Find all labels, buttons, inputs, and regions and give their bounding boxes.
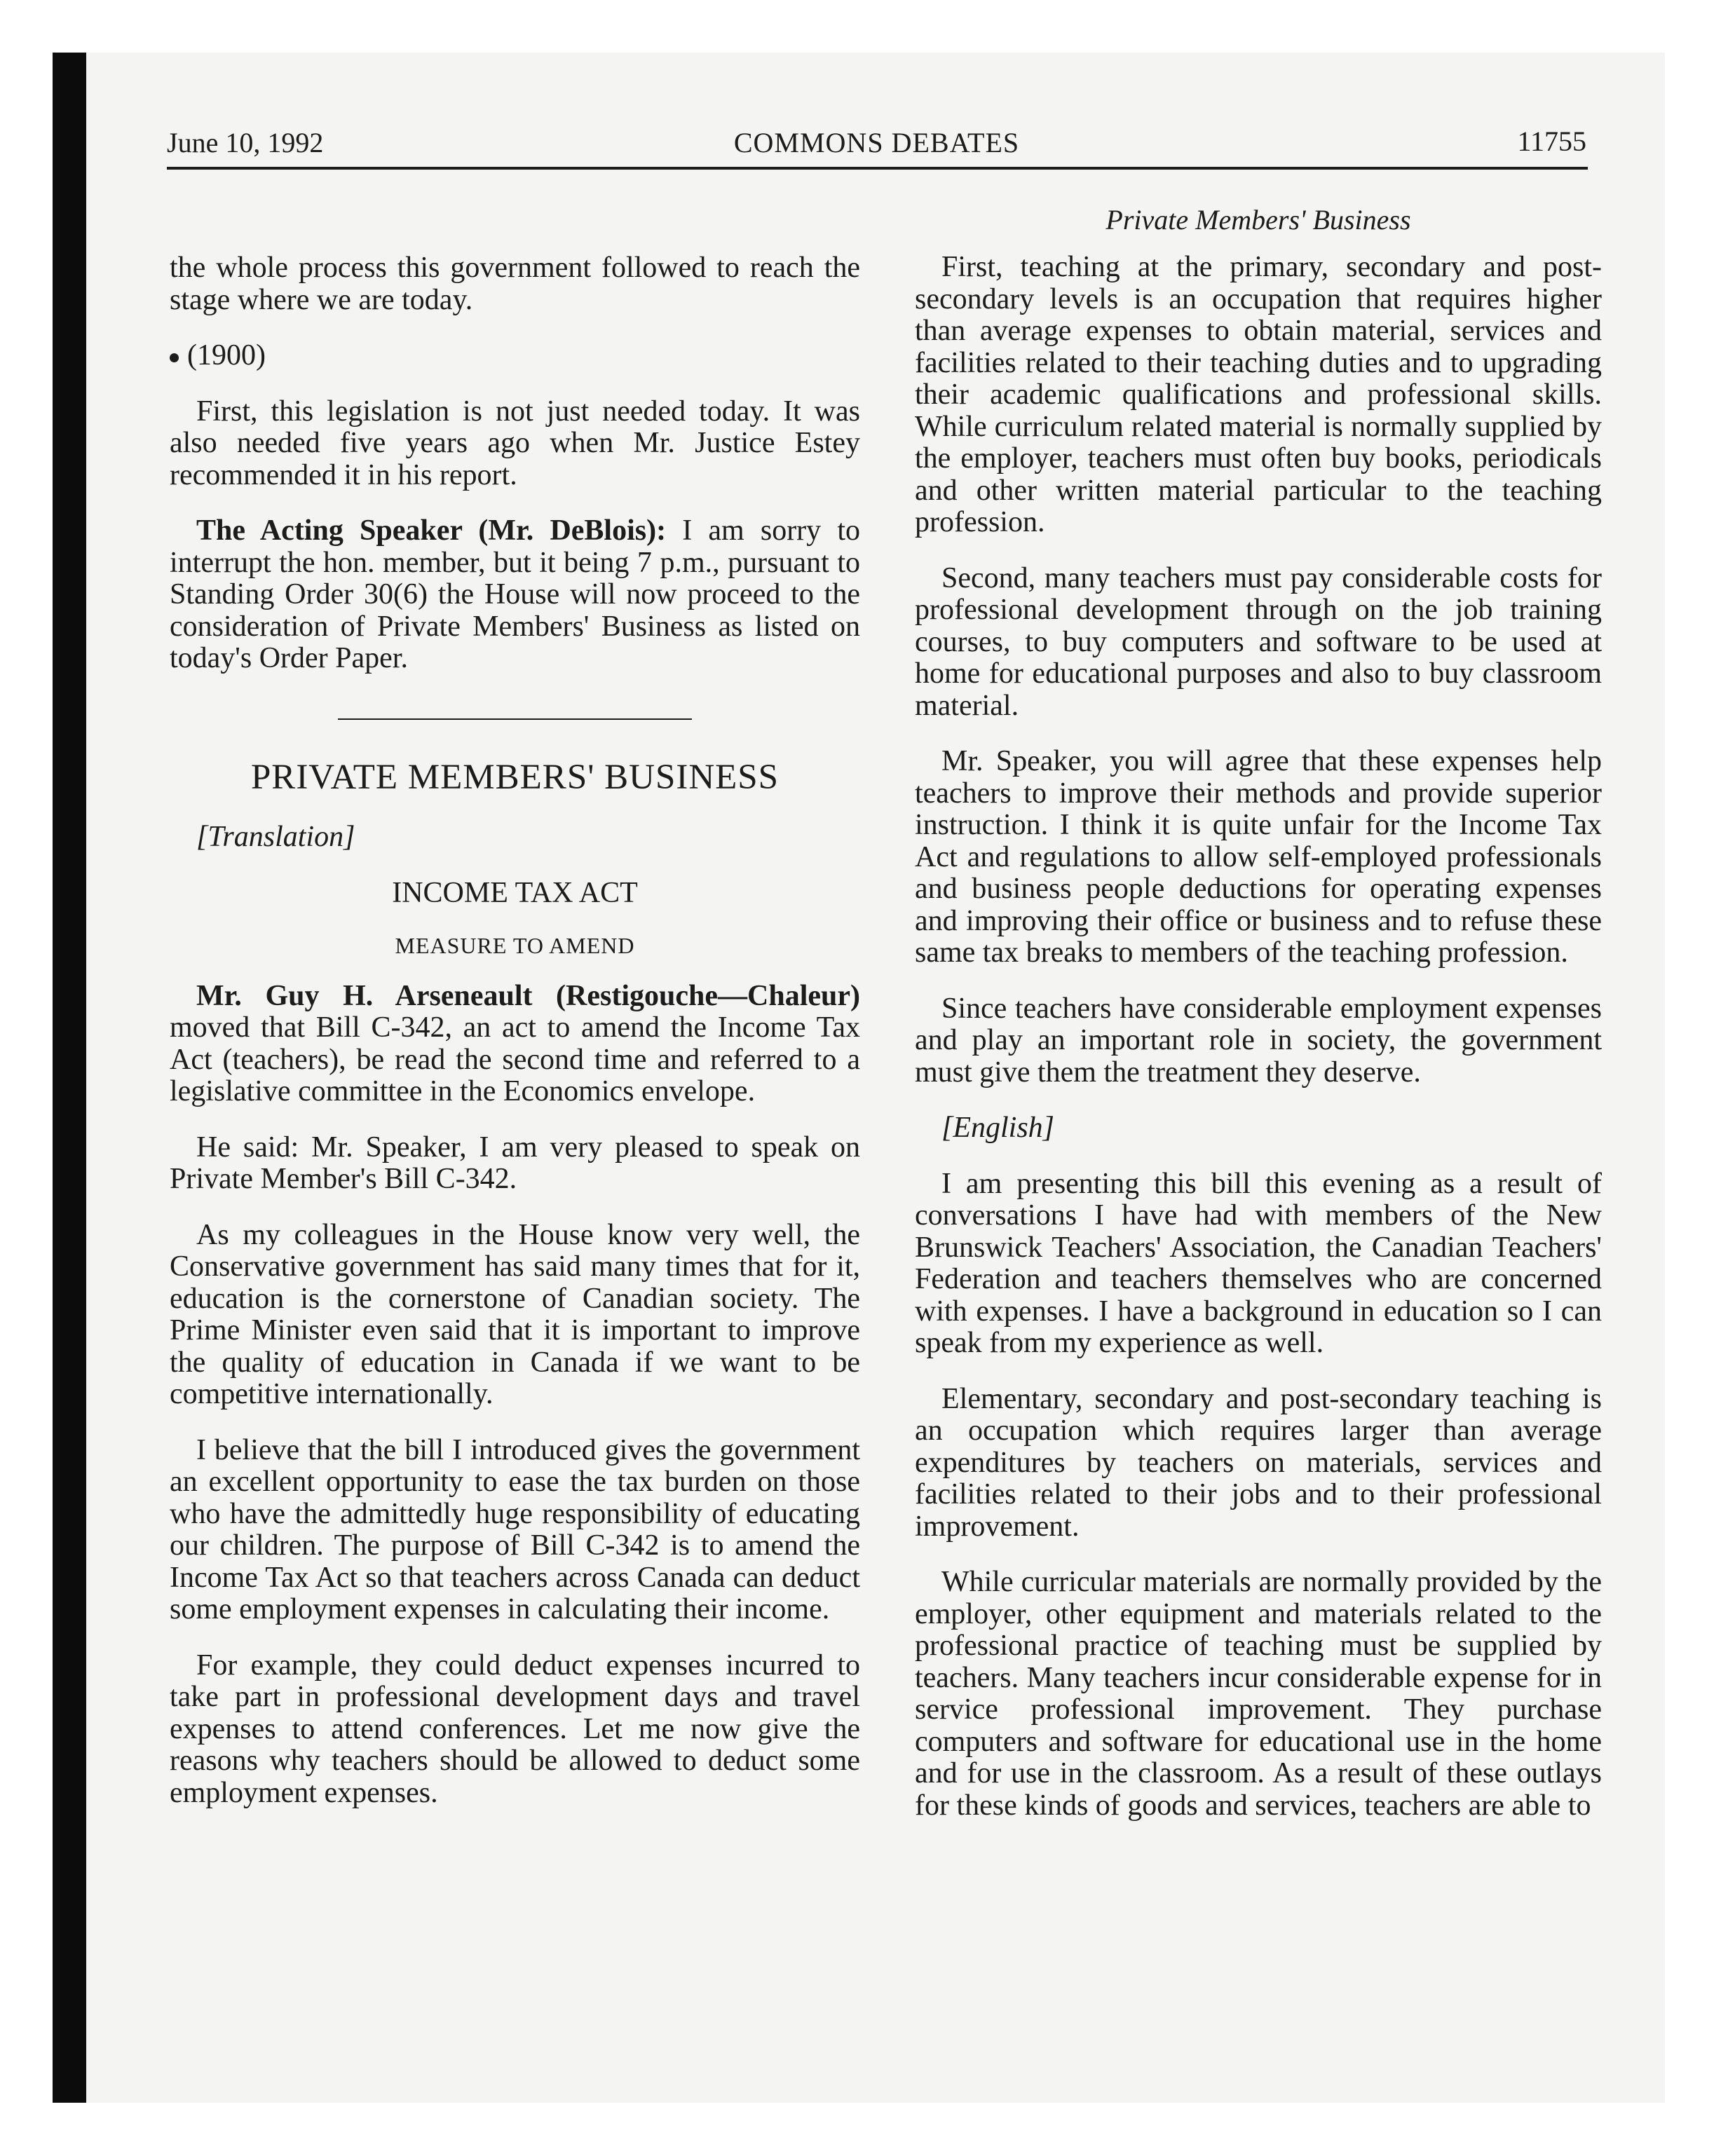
paragraph: Since teachers have considerable employment expenses and play an important role in society, the government must give them the treatment they deserve. — [915, 992, 1602, 1089]
header-title: COMMONS DEBATES — [733, 127, 1020, 158]
motion-paragraph — [170, 981, 860, 1108]
bill-heading: INCOME TAX ACT — [392, 876, 638, 909]
bill-subheading: MEASURE TO AMEND — [395, 933, 635, 958]
paragraph: For example, they could deduct expenses incurred to take part in professional development days and travel expenses to attend conferences. Let me now give the reasons why teachers should be allowed to deduct some employment expenses. — [170, 1649, 860, 1809]
right-column — [915, 252, 1602, 1845]
translation-label: [Translation] — [196, 821, 355, 853]
speaker-name: The Acting Speaker (Mr. DeBlois): — [196, 514, 667, 547]
header-page-number: 11755 — [1517, 125, 1586, 157]
paragraph: I am presenting this bill this evening as a result of conversations I have had with members of the New Brunswick Teachers' Association, the Canadian Teachers' Federation and teachers themselves who are concerned with expenses. I have a background in education so I can speak from my experience as well. — [915, 1167, 1602, 1359]
mover-name: Mr. Guy H. Arseneault (Restigouche—Chaleur) — [196, 979, 860, 1012]
time-marker-text: (1900) — [187, 339, 266, 371]
main-heading: PRIVATE MEMBERS' BUSINESS — [250, 757, 780, 797]
language-label: [English] — [941, 1112, 1055, 1144]
speaker-paragraph — [170, 515, 860, 675]
section-divider — [338, 718, 692, 720]
paragraph: Elementary, secondary and post-secondary teaching is an occupation which requires larger than average expenditures by teachers on materials, services and facilities related to their jobs and to their professional improvement. — [915, 1382, 1602, 1543]
paragraph: Mr. Speaker, you will agree that these expenses help teachers to improve their methods and provide superior instruction. I think it is quite unfair for the Income Tax Act and regulations to allow self-employed professionals and business people deductions for operating expenses and improving their office or business and to refuse these same tax breaks to members of the teaching profession. — [915, 745, 1602, 969]
speaker-text: I am sorry to interrupt the hon. member, but it being 7 p.m., pursuant to Standing Order 30(6) the House will now proceed to the consideration of Private Members' Business as listed on today's Order Paper. — [170, 514, 860, 674]
paragraph: the whole process this government followed to reach the stage where we are today. — [170, 252, 860, 316]
page-header — [167, 125, 1586, 167]
paragraph: As my colleagues in the House know very well, the Conservative government has said many times that for it, education is the cornerstone of Canadian society. The Prime Minister even said that it is important to improve the quality of education in Canada if we want to be competitive internationally. — [170, 1218, 860, 1410]
paragraph: While curricular materials are normally provided by the employer, other equipment and materials related to the professional practice of teaching must be supplied by teachers. Many teachers incur considerable expense for in service professional improvement. They purchase computers and software for educational use in the home and for use in the classroom. As a result of these outlays for these kinds of goods and services, teachers are able to — [915, 1566, 1602, 1822]
bullet-icon — [170, 353, 179, 362]
paragraph: Second, many teachers must pay considerable costs for professional development through on the job training courses, to buy computers and software to be used at home for educational purposes and also to buy classroom material. — [915, 561, 1602, 722]
left-column — [170, 252, 860, 1833]
header-rule — [167, 167, 1588, 170]
paragraph: First, teaching at the primary, secondary and post-secondary levels is an occupation that requires higher than average expenses to obtain material, services and facilities related to their teaching duties and to upgrading their academic qualifications and professional skills. While curriculum related material is normally supplied by the employer, teachers must often buy books, periodicals and other written material particular to the teaching profession. — [915, 251, 1602, 538]
paragraph: I believe that the bill I introduced gives the government an excellent opportunity to ease the tax burden on those who have the admittedly huge responsibility of educating our children. The purpose of Bill C-342 is to amend the Income Tax Act so that teachers across Canada can deduct some employment expenses in calculating their income. — [170, 1433, 860, 1625]
mover-text: moved that Bill C-342, an act to amend the Income Tax Act (teachers), be read the second time and referred to a legislative committee in the Economics envelope. — [170, 1011, 860, 1107]
section-label: Private Members' Business — [1105, 204, 1411, 236]
header-date: June 10, 1992 — [167, 127, 324, 158]
paragraph: He said: Mr. Speaker, I am very pleased to speak on Private Member's Bill C-342. — [170, 1131, 860, 1195]
paragraph: First, this legislation is not just needed today. It was also needed five years ago when Mr. Justice Estey recommended it in his report. — [170, 395, 860, 491]
time-marker — [170, 340, 860, 372]
scan-binding-edge — [53, 53, 86, 2103]
